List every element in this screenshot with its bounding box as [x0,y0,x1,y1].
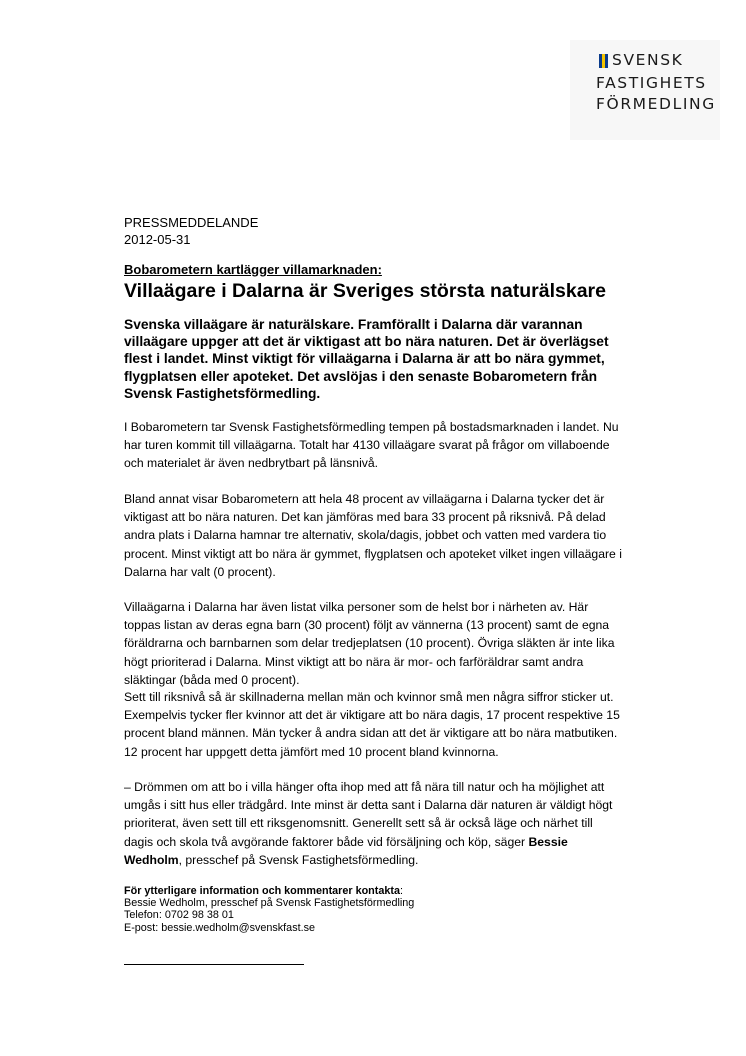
flag-stripe-blue-right [605,54,608,68]
lead-line: Svensk Fastighetsförmedling. [124,385,321,401]
contact-email[interactable]: E-post: bessie.wedholm@svenskfast.se [124,921,315,934]
body-paragraph-2 [124,490,664,581]
body-line: högt prioriterad i Dalarna. Minst viktigt att bo nära är mor- och farföräldrar samt andra [124,654,584,669]
body-line: viktigast att bo nära naturen. Det kan jämföras med bara 33 procent på riksnivå. På delad [124,510,606,525]
logo-line-2: FASTIGHETS [596,74,707,92]
body-line: umgås i sitt hus eller trädgård. Inte minst är detta sant i Dalarna där naturen är väldigt högt [124,798,613,813]
speaker-first-name: Bessie [528,834,568,849]
body-line: och materialet är även nedbrytbart på länsnivå. [124,456,379,471]
lead-line: flest i landet. Minst viktigt för villaägarna i Dalarna är att bo nära gymmet, [124,351,605,367]
body-line: föräldrarna och barnbarnen som delar tredjeplatsen (10 procent). Övriga släkten är inte lika [124,636,615,651]
contact-heading: För ytterligare information och kommentarer kontakta [124,885,400,897]
swedish-flag-icon [599,54,608,68]
body-line: Villaägarna i Dalarna har även listat vilka personer som de helst bor i närheten av. Här [124,600,589,614]
body-line: toppas listan av deras egna barn (30 procent) följt av vännerna (13 procent) samt de egna [124,618,610,633]
contact-heading-colon: : [399,885,403,897]
lead-line: villaägare uppger att det är viktigast att bo nära naturen. Det är överlägset [124,334,609,350]
press-release-date: 2012-05-31 [124,232,191,247]
body-line: Exempelvis tycker fler kvinnor att det är viktigare att bo nära dagis, 17 procent respektive 15 [124,708,620,723]
contact-name: Bessie Wedholm, presschef på Svensk Fastighetsförmedling [124,897,415,910]
body-line: Sett till riksnivå så är skillnaderna mellan män och kvinnor små men några siffror sticker ut. [124,690,614,704]
quote-paragraph [124,778,664,869]
logo-line-3: FÖRMEDLING [596,95,716,113]
lead-line: Svenska villaägare är naturälskare. Framförallt i Dalarna där varannan [124,317,583,332]
contact-phone: Telefon: 0702 98 38 01 [124,909,234,922]
lead-paragraph [124,316,654,402]
body-line [124,833,664,851]
body-line: procent bland männen. Män tycker å andra sidan att det är viktigare att bo nära matbutiken. [124,726,618,741]
body-text: dagis och skola två avgörande faktorer både vid försäljning och köp, säger [124,834,529,849]
contact-heading-line [124,885,414,897]
body-text: , presschef på Svensk Fastighetsförmedling. [178,852,419,867]
body-line: Dalarna har valt (0 procent). [124,564,276,579]
body-line: 12 procent har uppgett detta jämfört med 10 procent bland kvinnorna. [124,744,499,759]
body-line [124,851,664,869]
logo-line-1: SVENSK [612,51,684,69]
lead-line: flygplatsen eller apoteket. Det avslöjas i den senaste Bobarometern från [124,368,598,384]
body-paragraph-4 [124,688,664,761]
page-title: Villaägare i Dalarna är Sveriges största naturälskare [124,280,606,302]
body-line: har turen kommit till villaägarna. Totalt har 4130 villaägare svarat på frågor om villaboende [124,438,610,453]
speaker-last-name: Wedholm [124,852,179,867]
contact-block [124,885,414,934]
body-line: prioriterat, även sett till ett riksgenomsnitt. Generellt sett så är också läge och närhet till [124,816,593,831]
press-header [124,214,258,248]
body-line: procent. Minst viktigt att bo nära är gymmet, flygplatsen och apoteket vilket ingen villaägare i [124,546,622,561]
body-line: – Drömmen om att bo i villa hänger ofta ihop med att få nära till natur och ha möjlighet att [124,780,605,794]
body-line: I Bobarometern tar Svensk Fastighetsförmedling tempen på bostadsmarknaden i landet. Nu [124,420,619,434]
company-logo [570,40,720,140]
body-paragraph-3 [124,598,664,689]
body-line: släktingar (båda med 0 procent). [124,672,300,687]
body-paragraph-1 [124,418,664,473]
body-line: Bland annat visar Bobarometern att hela 48 procent av villaägarna i Dalarna tycker det är [124,492,605,506]
press-release-label: PRESSMEDDELANDE [124,215,259,230]
kicker-heading: Bobarometern kartlägger villamarknaden: [124,262,382,277]
footer-divider [124,964,304,965]
body-line: andra plats i Dalarna hamnar tre alternativ, skola/dagis, jobbet och vatten med vardera tio [124,528,607,543]
